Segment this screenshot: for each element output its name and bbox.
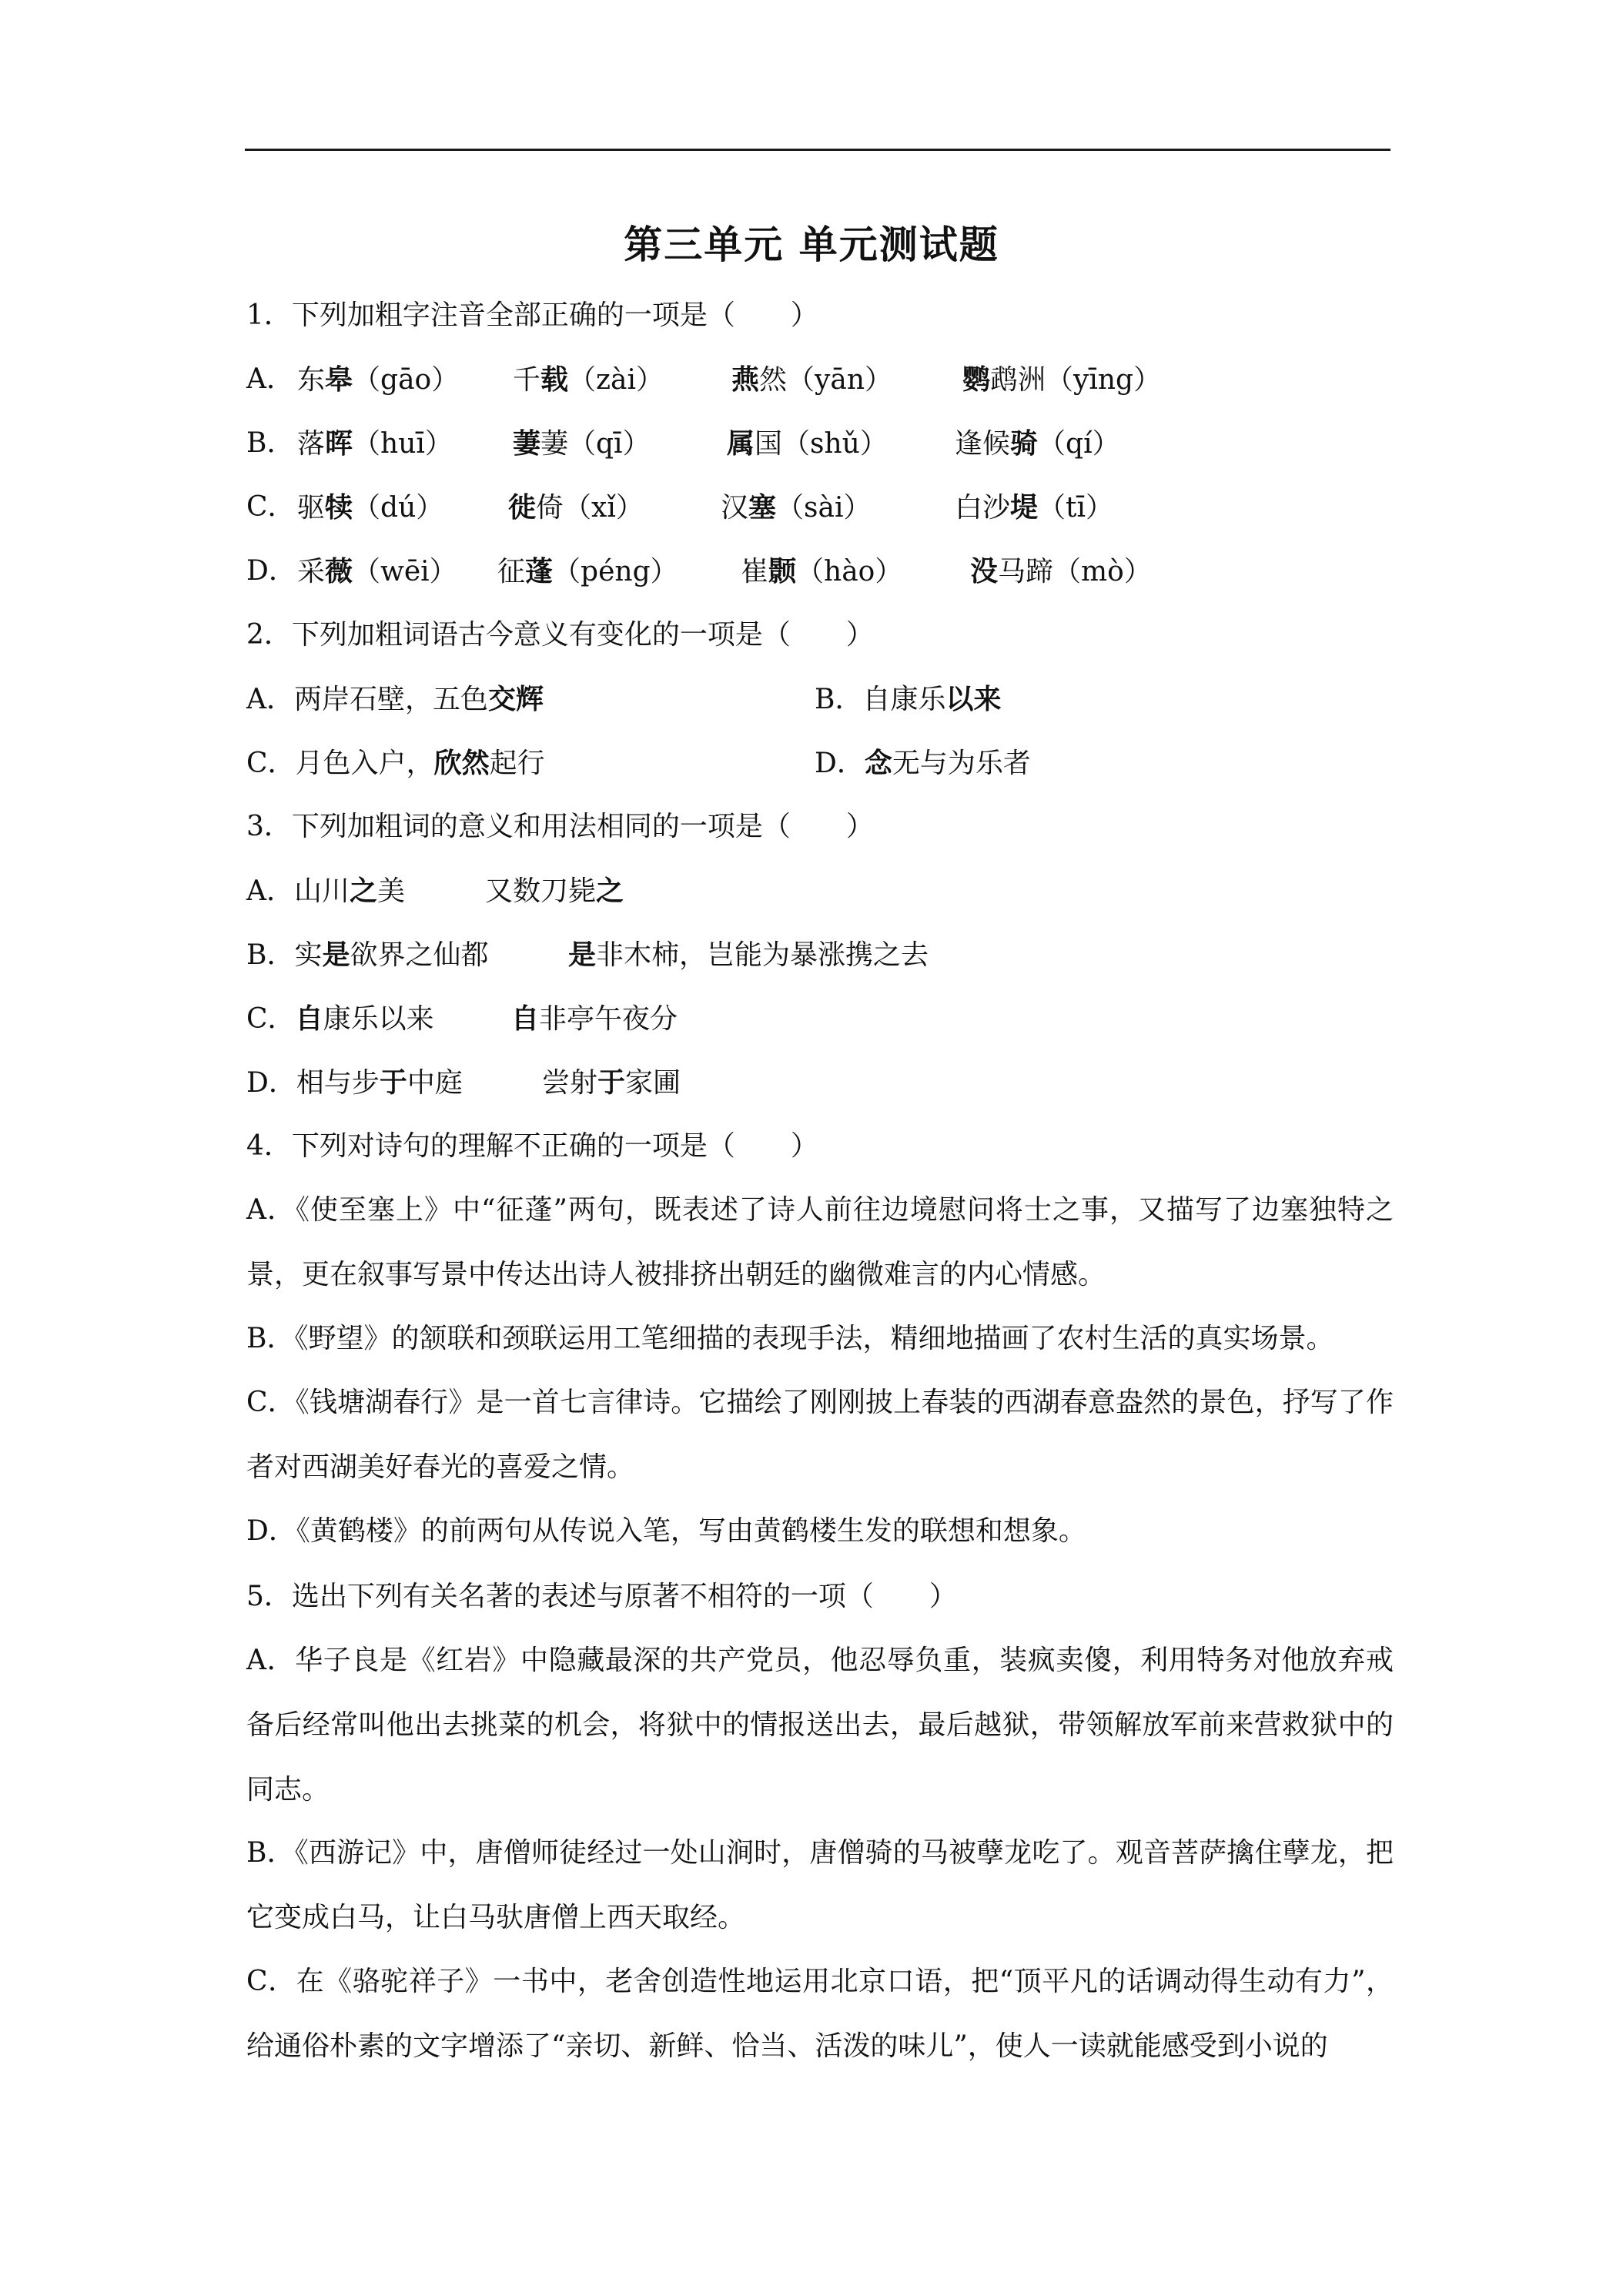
- q1-option-a-item2: 千载（zài）: [513, 363, 664, 396]
- q1-option-a-item1: 东皋（gāo）: [297, 363, 460, 396]
- q3-option-c-part2: 自非亭午夜分: [511, 1002, 678, 1035]
- header-rule: [245, 149, 1390, 151]
- q2-option-c: C．月色入户，欣然起行: [246, 747, 545, 779]
- q5-option-a: A．华子良是《红岩》中隐藏最深的共产党员，他忍辱负重，装疯卖傻，利用特务对他放弃戒备后经常叫他出去挑菜的机会，将狱中的情报送出去，最后越狱，带领解放军前来营救狱中的同志。: [246, 1645, 1394, 1806]
- q5-option-c: C．在《骆驼祥子》一书中，老舍创造性地运用北京口语，把“顶平凡的话调动得生动有力”，给通俗朴素的文字增添了“亲切、新鲜、恰当、活泼的味儿”，使人一读就能感受到小说的: [246, 1966, 1394, 2062]
- q1-option-d-label: D．: [246, 555, 296, 587]
- q2-option-b: B．自康乐以来: [815, 683, 1002, 715]
- q3-option-c-part1: C．自康乐以来: [246, 1002, 434, 1035]
- q1-option-d-item3: 崔颢（hào）: [741, 555, 903, 587]
- q4-option-c: C．《钱塘湖春行》是一首七言律诗。它描绘了刚刚披上春装的西湖春意盎然的景色，抒写了作者对西湖美好春光的喜爱之情。: [246, 1387, 1394, 1483]
- q2-stem: 2．下列加粗词语古今意义有变化的一项是（ ）: [246, 619, 874, 651]
- q1-option-c-label: C．: [246, 491, 296, 523]
- q1-option-d-item2: 征蓬（péng）: [497, 555, 678, 587]
- q4-option-a: A．《使至塞上》中“征蓬”两句，既表述了诗人前往边境慰问将士之事，又描写了边塞独特之景，更在叙事写景中传达出诗人被排挤出朝廷的幽微难言的内心情感。: [246, 1194, 1394, 1290]
- q1-option-a-label: A．: [246, 363, 294, 395]
- q3-option-a-part2: 又数刀毙之: [485, 875, 624, 907]
- q5-stem: 5．选出下列有关名著的表述与原著不相符的一项（ ）: [246, 1581, 957, 1612]
- q3-stem: 3．下列加粗词的意义和用法相同的一项是（ ）: [246, 811, 874, 842]
- q4-option-b: B．《野望》的颔联和颈联运用工笔细描的表现手法，精细地描画了农村生活的真实场景。: [246, 1323, 1334, 1354]
- q5-option-b: B．《西游记》中，唐僧师徒经过一处山涧时，唐僧骑的马被孽龙吃了。观音菩萨擒住孽龙，把它变成白马，让白马驮唐僧上西天取经。: [246, 1837, 1394, 1933]
- q1-option-b-item3: 属国（shǔ）: [727, 427, 888, 460]
- q1-option-c-item3: 汉塞（sài）: [721, 491, 872, 524]
- q1-option-b-item4: 逢候骑（qí）: [955, 427, 1120, 460]
- q1-option-b-label: B．: [246, 427, 295, 459]
- q3-option-d-part1: D．相与步于中庭: [246, 1066, 463, 1099]
- q3-option-d-part2: 尝射于家圃: [542, 1066, 681, 1099]
- q1-option-b-item2: 萋萋（qī）: [513, 427, 651, 460]
- q2-option-d: D．念无与为乐者: [815, 747, 1031, 779]
- q1-option-c-item2: 徙倚（xǐ）: [508, 491, 644, 524]
- q3-option-a-part1: A．山川之美: [246, 875, 406, 907]
- q3-option-b-part2: 是非木柿，岂能为暴涨携之去: [568, 939, 929, 971]
- q1-option-d-item4: 没马蹄（mò）: [970, 555, 1152, 587]
- q1-option-c-item1: 驱犊（dú）: [297, 491, 444, 524]
- q1-option-c-item4: 白沙堤（tī）: [955, 491, 1114, 524]
- q1-stem: 1．下列加粗字注音全部正确的一项是（ ）: [246, 300, 818, 331]
- q1-option-a-item4: 鹦鹉洲（yīng）: [962, 363, 1162, 396]
- q1-option-b-item1: 落晖（huī）: [297, 427, 453, 460]
- q3-option-b-part1: B．实是欲界之仙都: [246, 939, 489, 971]
- q4-option-d: D．《黄鹤楼》的前两句从传说入笔，写由黄鹤楼生发的联想和想象。: [246, 1515, 1086, 1547]
- q1-option-a-item3: 燕然（yān）: [731, 363, 893, 396]
- q4-stem: 4．下列对诗句的理解不正确的一项是（ ）: [246, 1130, 818, 1162]
- q2-option-a: A．两岸石壁，五色交辉: [246, 683, 544, 715]
- page-title: 第三单元 单元测试题: [624, 222, 999, 267]
- q1-option-d-item1: 采薇（wēi）: [297, 555, 457, 587]
